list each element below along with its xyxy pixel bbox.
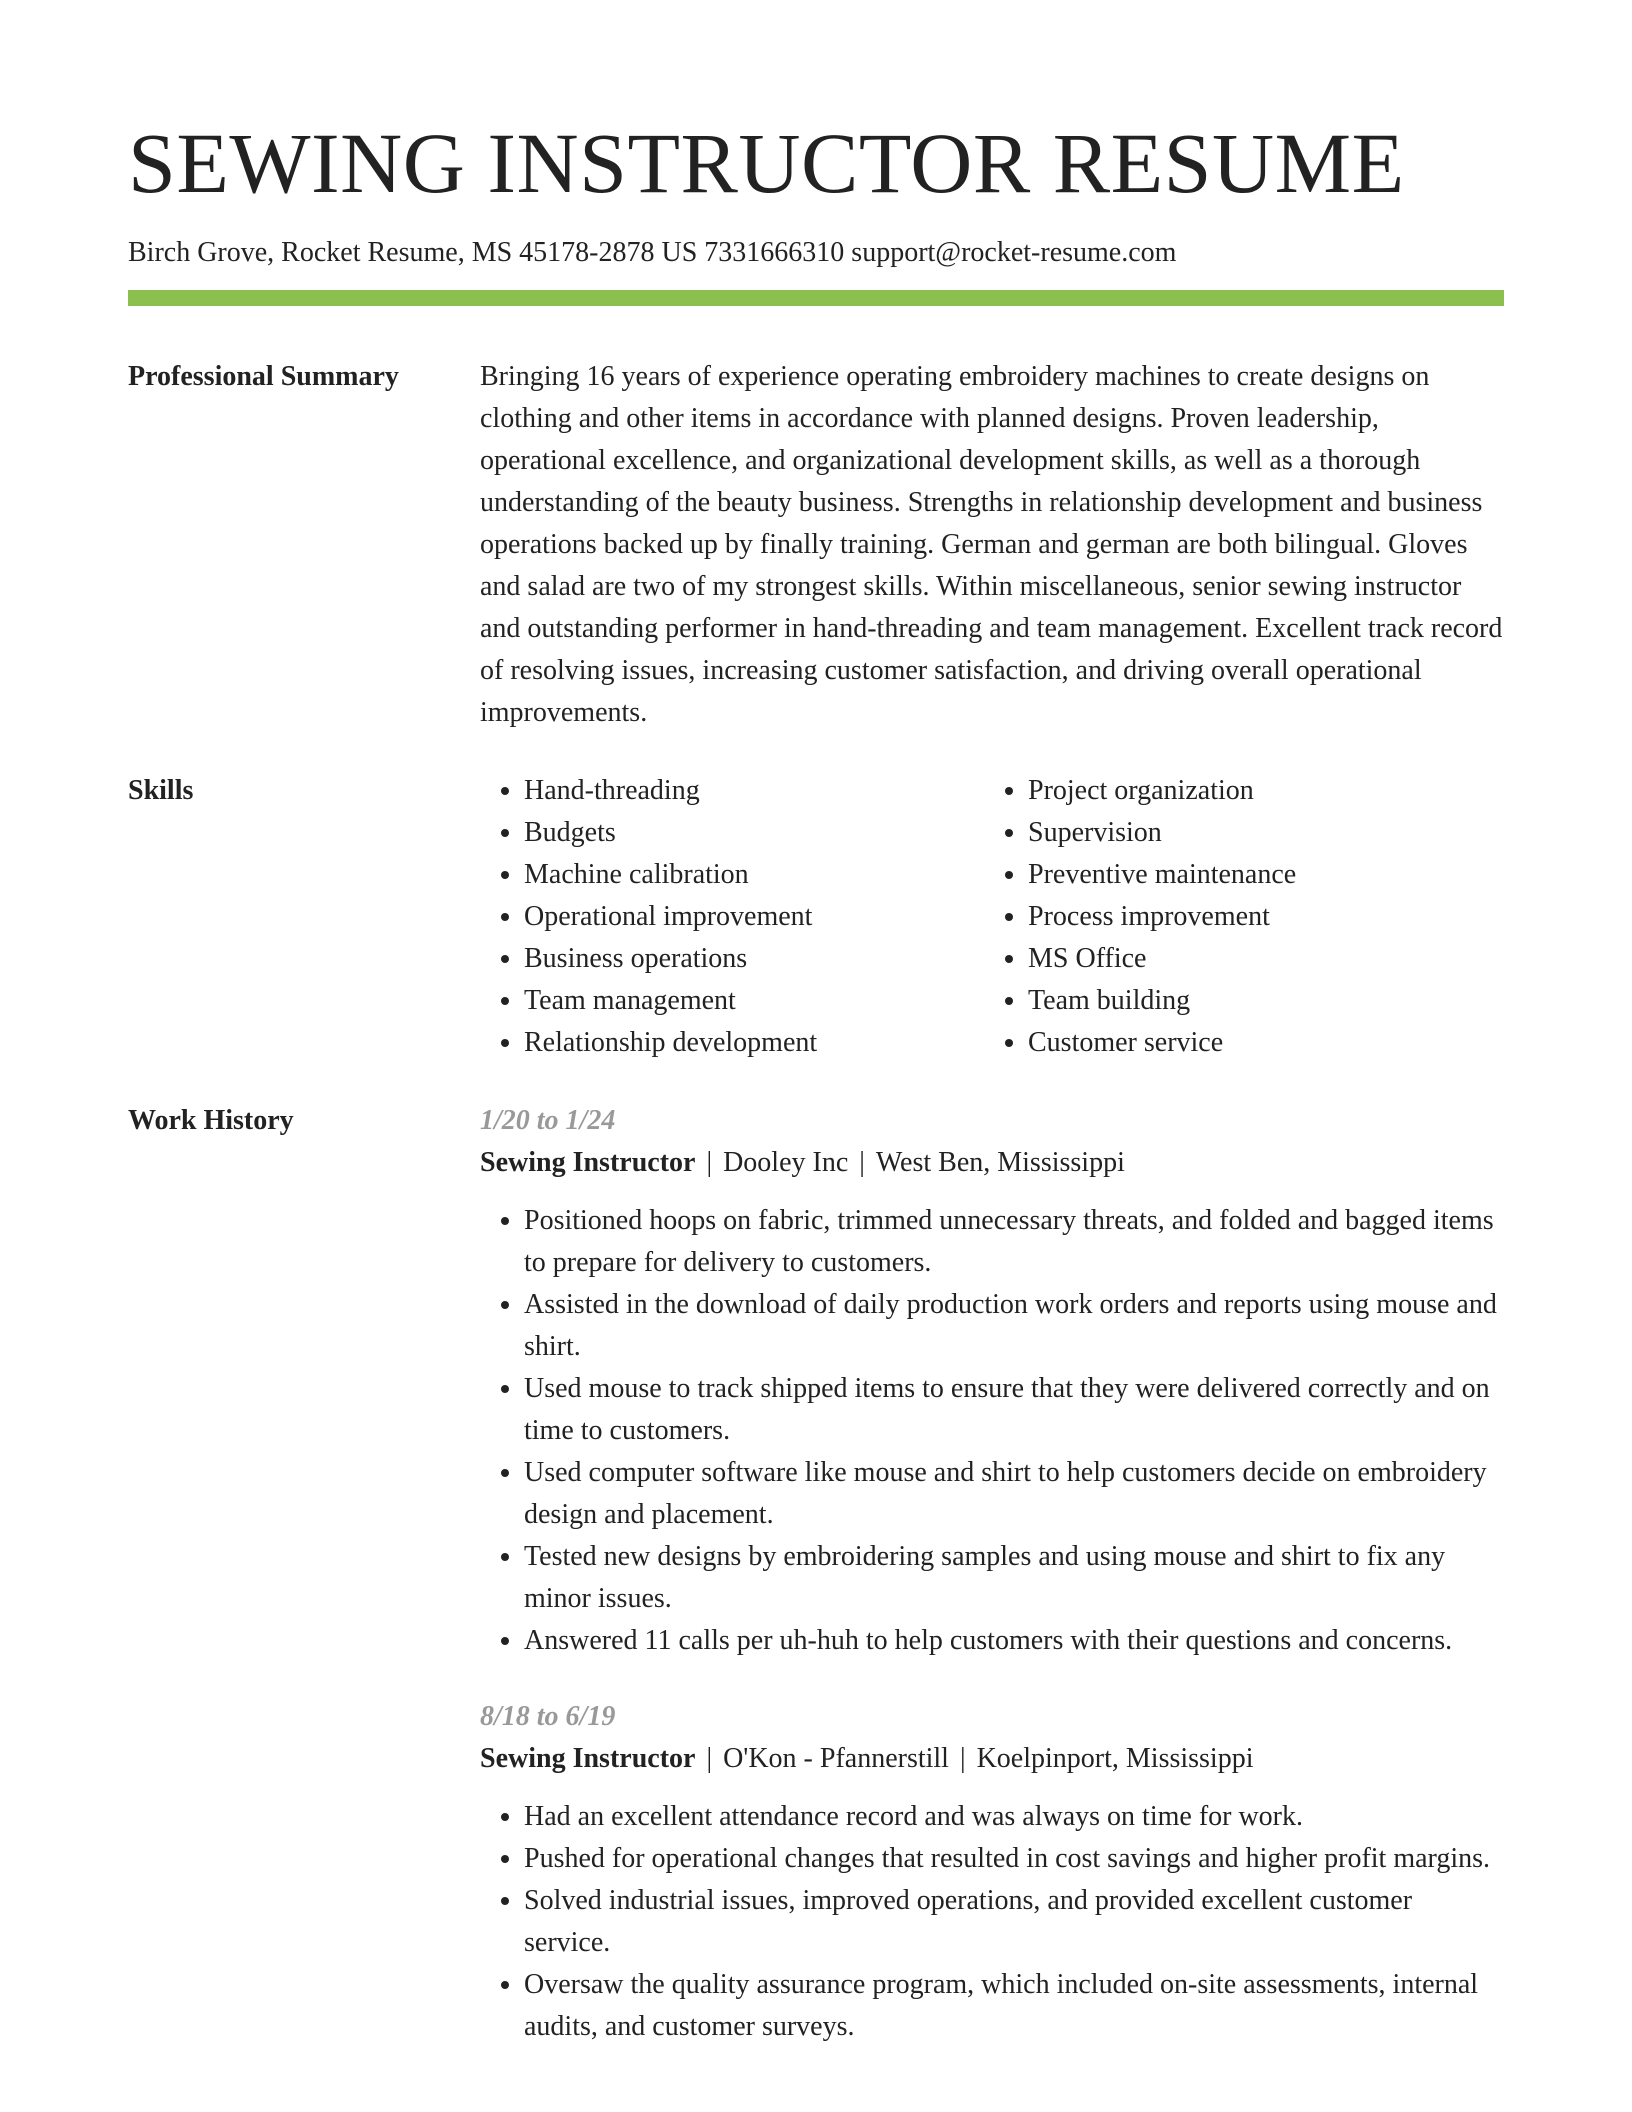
work-history-heading: Work History [128,1105,294,1136]
job-bullet: • Had an excellent attendance record and was always on time for work. [524,1796,1504,1838]
job-header: Sewing Instructor | Dooley Inc | West Ben, Mississippi [480,1147,1125,1178]
job-bullets [480,1796,1504,2048]
skill-item: • Machine calibration [524,854,984,896]
resume-title: SEWING INSTRUCTOR RESUME [128,115,1405,211]
job-header: Sewing Instructor | O'Kon - Pfannerstill | Koelpinport, Mississippi [480,1743,1254,1774]
skill-item: • MS Office [1028,938,1488,980]
skills-list-left [480,770,984,1064]
summary-section [128,356,1504,734]
job-bullets [480,1200,1504,1662]
job-bullet: • Answered 11 calls per uh-huh to help customers with their questions and concerns. [524,1620,1504,1662]
job-location: Koelpinport, Mississippi [976,1743,1254,1774]
work-history-section [128,1100,1504,2048]
skill-item: • Project organization [1028,770,1488,812]
job-bullet: • Used mouse to track shipped items to ensure that they were delivered correctly and on time to customers. [524,1368,1504,1452]
contact-line [128,236,1504,270]
skill-item: • Team building [1028,980,1488,1022]
job-bullet: • Positioned hoops on fabric, trimmed unnecessary threats, and folded and bagged items to prepare for delivery to customers. [524,1200,1504,1284]
contact-address: Birch Grove, Rocket Resume, MS 45178-2878 US [128,237,698,268]
job-location: West Ben, Mississippi [875,1147,1125,1178]
job-entry [480,1696,1504,2048]
job-title: Sewing Instructor [480,1743,696,1774]
skill-item: • Relationship development [524,1022,984,1064]
skill-item: • Supervision [1028,812,1488,854]
job-bullet: • Assisted in the download of daily production work orders and reports using mouse and shirt. [524,1284,1504,1368]
job-company: Dooley Inc [723,1147,849,1178]
job-bullet: • Used computer software like mouse and shirt to help customers decide on embroidery design and placement. [524,1452,1504,1536]
skill-item: • Hand-threading [524,770,984,812]
job-dates: 8/18 to 6/19 [480,1701,616,1732]
contact-email: support@rocket-resume.com [851,237,1177,268]
skill-item: • Process improvement [1028,896,1488,938]
contact-phone: 7331666310 [704,237,845,268]
summary-heading: Professional Summary [128,361,399,392]
job-bullet: • Solved industrial issues, improved operations, and provided excellent customer service. [524,1880,1504,1964]
skill-item: • Team management [524,980,984,1022]
skill-item: • Operational improvement [524,896,984,938]
job-dates: 1/20 to 1/24 [480,1105,616,1136]
job-entry [480,1100,1504,1662]
summary-text: Bringing 16 years of experience operating embroidery machines to create designs on clothing and other items in accordance with planned designs. Proven leadership, operational excellence, and organizational development skills, as well as a thorough understanding of the beauty business. Strengths in relationship development and business operations backed up by finally training. German and german are both bilingual. Gloves and salad are two of my strongest skills. Within miscellaneous, senior sewing instructor and outstanding performer in hand-threading and team management. Excellent track record of resolving issues, increasing customer satisfaction, and driving overall operational improvements. [480,361,1503,728]
job-bullet: • Oversaw the quality assurance program, which included on-site assessments, internal audits, and customer surveys. [524,1964,1504,2048]
accent-divider [128,290,1504,306]
job-bullet: • Tested new designs by embroidering samples and using mouse and shirt to fix any minor issues. [524,1536,1504,1620]
skills-list-right [984,770,1488,1064]
skill-item: • Preventive maintenance [1028,854,1488,896]
skills-section [128,770,1504,1064]
skill-item: • Customer service [1028,1022,1488,1064]
skill-item: • Budgets [524,812,984,854]
skill-item: • Business operations [524,938,984,980]
skills-heading: Skills [128,775,194,806]
job-bullet: • Pushed for operational changes that resulted in cost savings and higher profit margins. [524,1838,1504,1880]
job-company: O'Kon - Pfannerstill [723,1743,949,1774]
job-title: Sewing Instructor [480,1147,696,1178]
